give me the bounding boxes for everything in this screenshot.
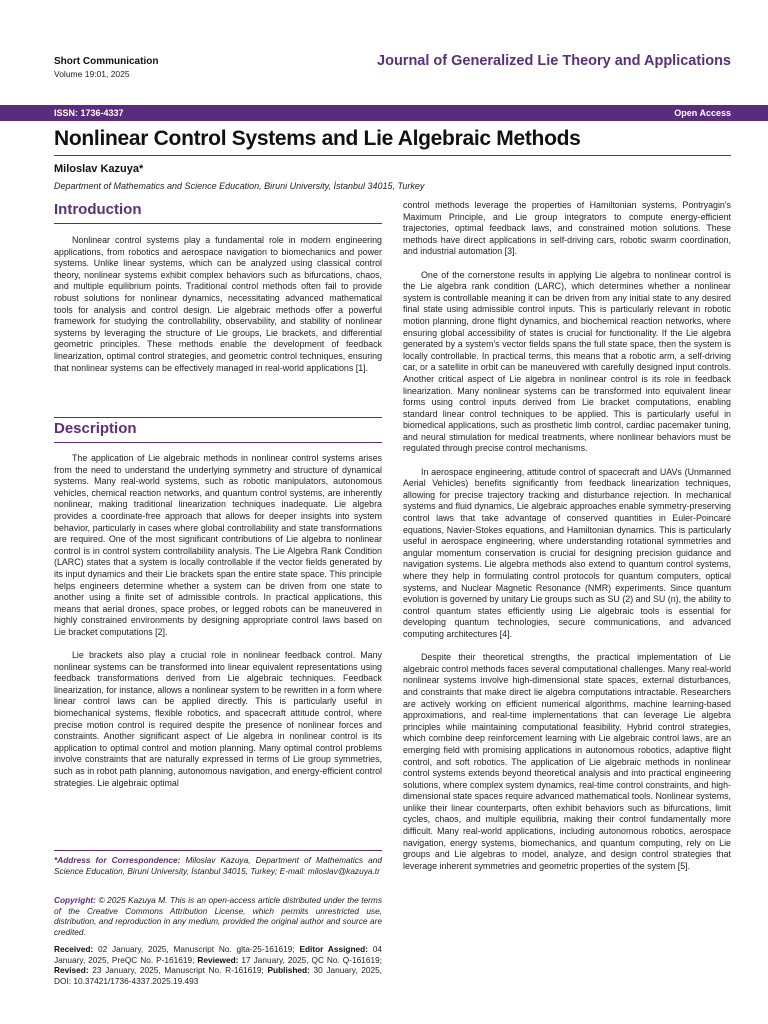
title-divider — [54, 155, 731, 156]
manuscript-dates — [54, 944, 382, 986]
paragraph: In aerospace engineering, attitude control of spacecraft and UAVs (Unmanned Aerial Vehicles) benefits significantly from feedback linearization techniques, allowing for precise trajectory tracking and disturbance rejection. In mechanical systems and fluid dynamics, Lie algebraic approaches enable symmetry-preserving control laws that take advantage of conserved quantities in Euler-Poincaré equations, Navier-Stokes equations, and Hamiltonian dynamics. This is particularly useful in aerospace engineering, where understanding rotational symmetries and angular momentum conservation is crucial for designing precision guidance and navigation systems. Lie algebra methods also extend to quantum control systems, where they help in formulating control protocols for quantum computers, optical systems, and Nuclear Magnetic Resonance (NMR) experiments. Since quantum evolution is governed by unitary Lie groups such as SU (2) and SU (n), the ability to control quantum states efficiently using Lie algebraic tools is essential for developing quantum technologies, secure communications, and advanced computing architectures [4]. — [403, 466, 731, 639]
correspondence-label: *Address for Correspondence: — [54, 855, 181, 865]
author-affiliation: Department of Mathematics and Science Education, Biruni University, İstanbul 34015, Turkey — [54, 181, 425, 191]
paragraph: Nonlinear control systems play a fundamental role in modern engineering applications, from robotics and aerospace navigation to biomechanics and power systems. Unlike linear systems, which can be analyzed using classical control theory, nonlinear systems exhibit complex behaviors such as bifurcations, chaos, and multiple equilibrium points. Traditional control methods often fail to provide robust solutions for nonlinear dynamics, necessitating advanced mathematical tools for analysis and control design. Lie algebraic methods offer a powerful framework for studying the controllability, observability, and stability of nonlinear systems by leveraging the structure of Lie groups, Lie brackets, and differential geometric principles. These methods enable the development of feedback linearization, optimal control strategies, and geometric control techniques, ensuring that nonlinear systems can be effectively managed in real-world applications [1]. — [54, 235, 382, 373]
paragraph: Lie brackets also play a crucial role in nonlinear feedback control. Many nonlinear systems can be transformed into linear equivalent representations using feedback transformations derived from Lie algebraic techniques. Feedback linearization, for instance, allows a nonlinear system to be rewritten in a form where linear control laws can be applied directly. This is particularly useful in biomechanical systems, flexible robotics, and spacecraft attitude control, where precise motion control is required despite the presence of nonlinear forces and constraints. Another significant aspect of Lie algebra in nonlinear control is its application to optimal control and motion planning. Many optimal control problems involve constraints that are naturally expressed in terms of Lie group symmetries, such as in robot path planning, autonomous navigation, and energy-efficient control strategies. Lie algebraic optimal — [54, 650, 382, 788]
section-divider — [54, 417, 382, 418]
paragraph: The application of Lie algebraic methods in nonlinear control systems arises from the need to understand the underlying symmetry and structure of dynamical systems. Many real-world systems, such as robotic manipulators, autonomous vehicles, chemical reaction networks, and quantum control systems, are inherently nonlinear, making traditional linearization techniques inadequate. Lie algebra provides a coordinate-free approach that allows for deeper insights into system behavior, particularly in cases where global controllability and state transformations are required. One of the most significant contributions of Lie algebra to nonlinear control is in control system controllability analysis. The Lie Algebra Rank Condition (LARC) states that a system is locally controllable if the vector fields generated by its input dynamics and their Lie brackets span the entire state space. This principle helps engineers determine whether a system can be driven from one state to another using a finite set of admissible controls. In practical applications, this means that aerial drones, space probes, or legged robots can be maneuvered in highly constrained environments by designing appropriate control laws based on Lie bracket computations [2]. — [54, 453, 382, 637]
paragraph: One of the cornerstone results in applying Lie algebra to nonlinear control is the Lie algebra rank condition (LARC), which determines whether a nonlinear system is controllable meaning it can be driven from any initial state to any desired final state using admissible control inputs. This is particularly relevant in robotic motion planning, drone flight dynamics, and biochemical reaction networks, where ensuring global accessibility of states is crucial for functionality. If the Lie algebra generated by a system's vector fields spans the full state space, then the system is locally controllable. In practical terms, this means that a robotic arm, a self-driving car, or a satellite in orbit can be maneuvered with carefully designed input controls. Another critical aspect of Lie algebra in nonlinear control is its role in feedback linearization. Many nonlinear systems can be transformed into equivalent linear forms using control inputs derived from Lie bracket computations, enabling standard linear control techniques to be applied. This is particularly useful in biomedical applications, such as prosthetic limb control, cardiac pacemaker tuning, and neural stimulation for medical treatments, where nonlinear behaviors must be regulated through precise control mechanisms. — [403, 269, 731, 454]
paragraph: Despite their theoretical strengths, the practical implementation of Lie algebraic control methods faces several computational challenges. Many real-world nonlinear systems involve high-dimensional state spaces, external disturbances, and constraints that make direct lie algebra computations intractable. Researchers are actively working on efficient numerical algorithms, machine learning-based approximations, and real-time implementations that can leverage Lie algebra principles while maintaining computational feasibility. Hybrid control strategies, which combine deep reinforcement learning with Lie algebraic control laws, are an emerging field with promising applications in autonomous robotics, adaptive flight control, and soft robotics. The application of Lie algebraic methods in nonlinear control systems extends beyond theoretical analysis and into practical engineering solutions, where complex system dynamics, real-time control constraints, and high-dimensional state spaces require advanced mathematical tools. Nonlinear systems, unlike their linear counterparts, often exhibit behaviors such as bifurcations, limit cycles, chaos, and multiple equilibria, making their control fundamentally more difficult. Many real-world applications, including autonomous robotics, aerospace navigation, energy systems, biomechanics, and quantum computing, rely on Lie groups and Lie algebras to model, analyze, and design control strategies that leverage inherent symmetries and geometric properties of the system [5]. — [403, 652, 731, 871]
issn-bar — [0, 105, 768, 121]
issn-label: ISSN: 1736-4337 — [54, 108, 124, 118]
correspondence-text: Miloslav Kazuya, Department of Mathematics and Science Education, Biruni University, İstanbul 34015, Turkey; E-mail: miloslav@kazuya.tr — [54, 855, 383, 876]
received-label: Received: — [54, 944, 94, 954]
editor-label: Editor Assigned: — [299, 944, 368, 954]
footnote-divider — [54, 850, 382, 851]
volume-info: Volume 19:01, 2025 — [54, 69, 130, 79]
reviewed-text: 17 January, 2025, QC No. Q-161619; — [238, 954, 382, 965]
copyright-text: © 2025 Kazuya M. This is an open-access article distributed under the terms of the Creative Commons Attribution License, which permits unrestricted use, distribution, and reproduction in any medium, provided the original author and source are credited. — [54, 895, 382, 937]
open-access-label: Open Access — [674, 108, 731, 118]
revised-label: Revised: — [54, 965, 89, 976]
section-divider — [54, 442, 382, 443]
copyright-note — [54, 895, 382, 937]
section-divider — [54, 223, 382, 224]
section-title-introduction: Introduction — [54, 201, 142, 218]
received-text: 02 January, 2025, Manuscript No. glta-25-161619; — [93, 944, 295, 954]
reviewed-label: Reviewed: — [197, 954, 239, 965]
description-body — [54, 453, 382, 789]
revised-text: 23 January, 2025, Manuscript No. R-161619; — [88, 965, 264, 976]
published-label: Published: — [267, 965, 310, 976]
introduction-body — [54, 235, 382, 374]
article-type: Short Communication — [54, 56, 159, 67]
editor-text: 04 January, 2025, PreQC No. P-161619; — [54, 944, 382, 965]
section-title-description: Description — [54, 420, 137, 437]
correspondence-note — [54, 855, 382, 876]
paragraph: control methods leverage the properties of Hamiltonian systems, Pontryagin's Maximum Principle, and Lie group integrators to compute energy-efficient trajectories, optimal feedback laws, and constrained motion solutions. These methods have direct applications in self-driving cars, robotic swarm coordination, and industrial automation [3]. — [403, 200, 731, 257]
author-name: Miloslav Kazuya* — [54, 163, 144, 175]
journal-title: Journal of Generalized Lie Theory and Applications — [377, 53, 731, 69]
article-title: Nonlinear Control Systems and Lie Algebraic Methods — [54, 127, 581, 150]
right-column-body — [403, 200, 731, 872]
article-meta — [54, 56, 158, 79]
copyright-label: Copyright: — [54, 895, 96, 905]
published-text: 30 January, 2025, DOI: 10.37421/1736-4337.2025.19.493 — [54, 965, 382, 986]
